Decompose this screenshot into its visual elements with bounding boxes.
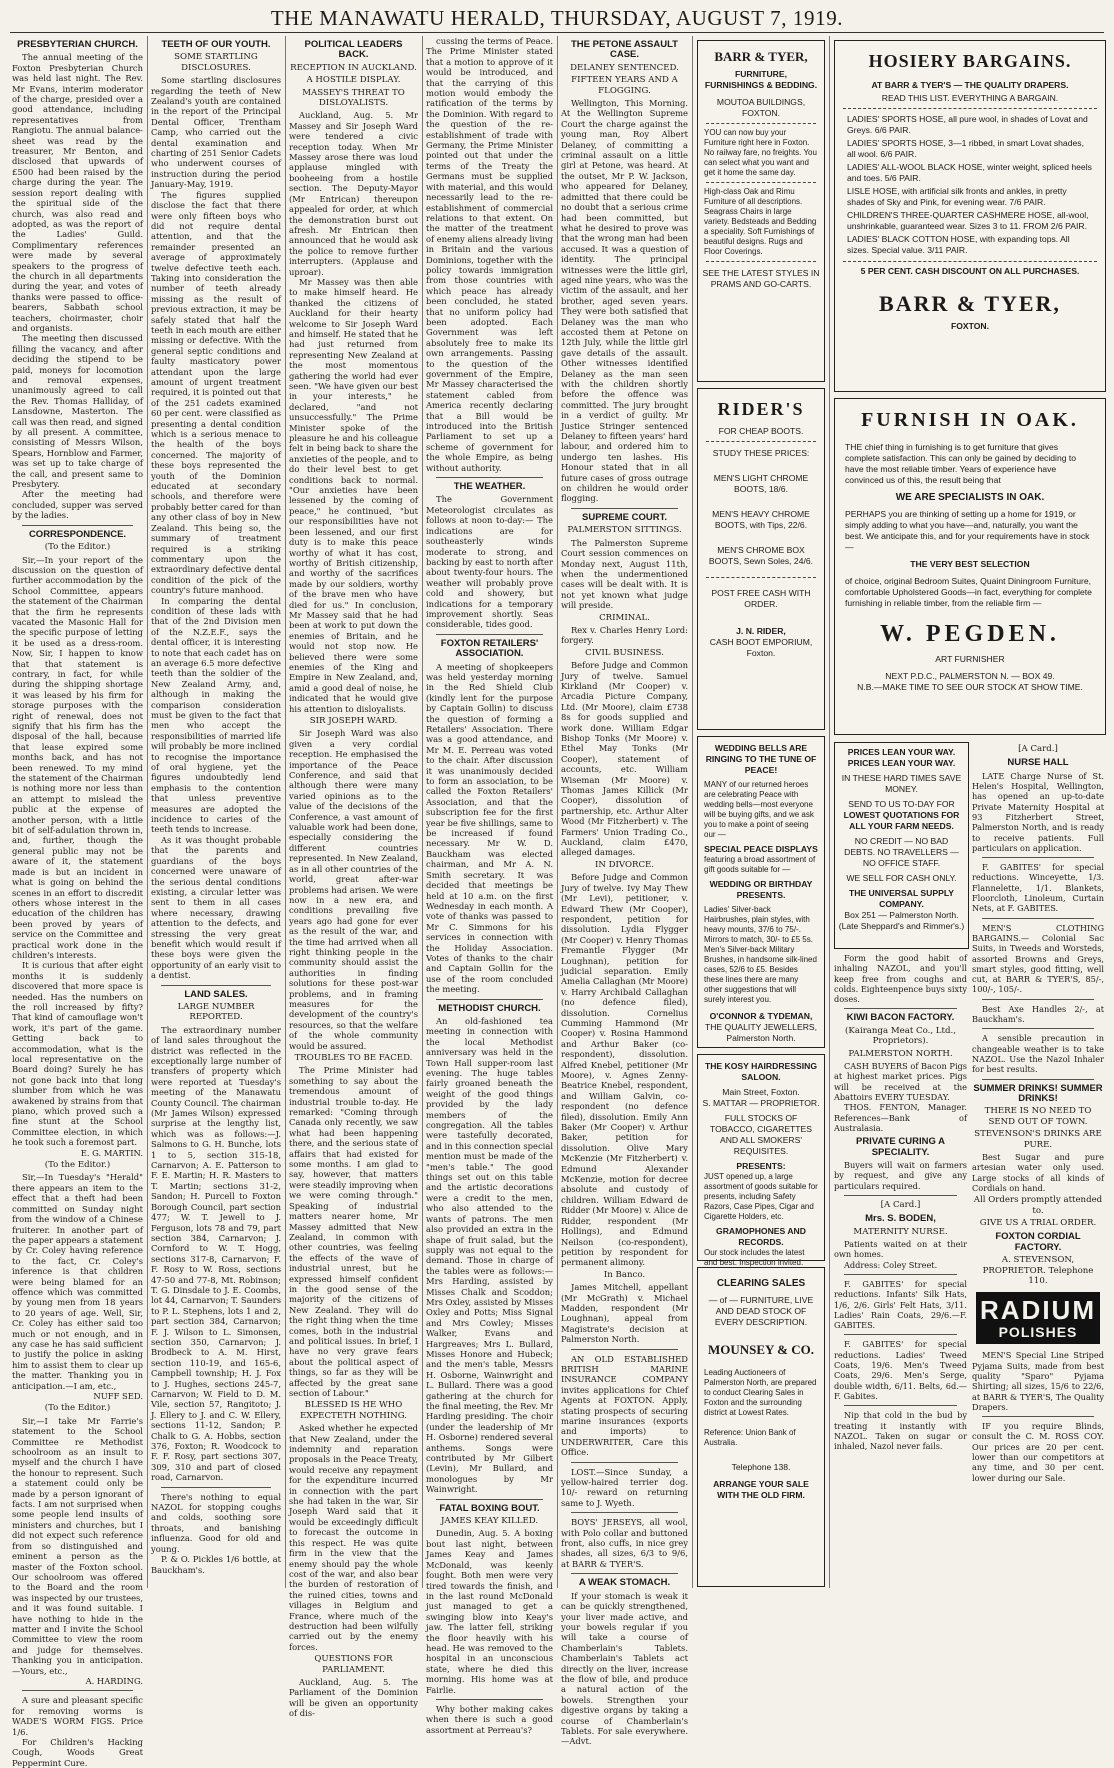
ad-line: STUDY THESE PRICES: [712, 448, 810, 458]
subhead: JAMES KEAY KILLED. [440, 1516, 539, 1527]
ad-title: PRICES LEAN YOUR WAY. PRICES LEAN YOUR WAY. [847, 747, 956, 768]
ad-line: POST FREE CASH WITH ORDER. [711, 588, 811, 609]
clearing-sales-ad [697, 1267, 825, 1587]
ad-line: LOWEST QUOTATIONS FOR ALL YOUR FARM NEEDS. [843, 810, 960, 831]
article-paragraph: The Palmerston Supreme Court session commences on Monday next, August 11th, when the undermentioned cases will be dealt with. It is not yet known what judge will preside. [561, 537, 688, 611]
ad-line: FULL STOCKS OF TOBACCO, CIGARETTES AND ALL SMOKERS' REQUISITES. [709, 1113, 813, 1156]
ad-line: PRIVATE CURING A SPECIALITY. [855, 1136, 946, 1158]
ad-text: Leading Auctioneers of Palmerston North, are prepared to conduct Clearing Sales in Foxton and the surrounding district at Lowest Rates. [704, 1368, 817, 1417]
headline: LAND SALES. [184, 988, 248, 1000]
notice: There's nothing to equal NAZOL for stopping coughs and colds, soothing sore throats, and banishing influenza. Good for old and young. [151, 1491, 281, 1554]
subhead: PALMERSTON SITTINGS. [567, 525, 682, 536]
ad-line: PALMERSTON NORTH. [848, 1048, 953, 1059]
article-paragraph: After the meeting had concluded, supper was served by the ladies. [12, 489, 143, 521]
divider [982, 1416, 1094, 1417]
hosiery-item: LADIES' BLACK COTTON HOSE, with expanding tops. All sizes. Special value. 3/11 PAIR. [847, 234, 1070, 255]
article-paragraph: The meeting then discussed filling the vacancy, and after deciding the stipend to be paid, moneys for locomotion and removal expenses, unanimously agreed to call the Rev. Thomas Halliday, of Lansdowne, Masterton. The call was then read, and signed by all present. A committee, consisting of Messrs Wilson, Spears, Hornblow and Farmer, was set up to take charge of the call, and present same to Presbytery. [12, 333, 143, 490]
ad-line: FOXTON CORDIAL FACTORY. [995, 1231, 1081, 1253]
universal-supply-ad [834, 742, 969, 949]
article-paragraph: Asked whether he expected that New Zealand, under the indemnity and reparation proposals in the Peace Treaty, would receive any repayment for the expenditure incurred in connection with the part she had taken in the war, Sir Joseph Ward said that it would be exceedingly difficult to forecast the outcome in this respect. He was quite firm in the view that the enemy should pay the whole cost of the war, and also bear the burden of restoration of the ruined cities, towns and villages in Belgium and France, where much of the destruction had been wilfully carried out by the enemy forces. [289, 1423, 418, 1652]
ad-text: featuring a broad assortment of gift goods suitable for — [704, 855, 816, 874]
subhead: SIR JOSEPH WARD. [309, 716, 398, 726]
headline: FATAL BOXING BOUT. [439, 1502, 540, 1514]
divider [161, 1487, 271, 1488]
divider [843, 261, 1097, 262]
headline: POLITICAL LEADERS BACK. [304, 39, 403, 61]
column-rule [422, 36, 423, 1588]
divider [706, 577, 816, 578]
ad-text: Reference: Union Bank of Australia. [704, 1428, 796, 1447]
column-7-classifieds [834, 953, 967, 1585]
article-paragraph: Sir Joseph Ward was also given a very cordial reception. He emphasised the importance of the Peace Conference, and said that although there were many varied opinions as to the value of the decisions of the Conference, a vast amount of valuable work had been done, especially considering the different countries represented. In New Zealand, as in all other countries of the world, great after-war problems had arisen. We were now in a new era, and conditions prevailing five years ago had gone for ever as the result of the war, and the time had arrived when all right thinking people in the community should assist the authorities in finding solutions for these post-war problems, and in framing measures for the development of the country's resources, so that the welfare of the whole community would be assured. [289, 728, 418, 1051]
ad-line: 5 PER CENT. CASH DISCOUNT ON ALL PURCHASES. [860, 266, 1080, 276]
ad-line: THE VERY BEST SELECTION [910, 559, 1030, 569]
headline: FOXTON RETAILERS' ASSOCIATION. [440, 637, 539, 660]
notice: Patients waited on at their own homes. [834, 1239, 967, 1260]
ad-line: CASH BOOT EMPORIUM, [709, 637, 813, 647]
notice: Best Axe Handles 2/-, at Bauckham's. [972, 1003, 1104, 1025]
ad-line: THE UNIVERSAL SUPPLY COMPANY. [848, 888, 955, 909]
ad-line: NO CREDIT — NO BAD DEBTS. NO TRAVELLERS — NO OFFICE STAFF. [844, 836, 959, 868]
notice: MEN'S CLOTHING BARGAINS.— Colonial Sac Suits, in Tweeds and Worsteds, assorted Browns and Greys, smart styles, good fitting, well cut, at BARR & TYER'S, 85/-, 100/-, 105/-. [972, 922, 1104, 995]
ad-line: MATERNITY NURSE. [853, 1226, 948, 1237]
letter-paragraph: Sir,—In Tuesday's "Herald" there appears an item to the effect that a theft had been committed on Sunday night from the window of a Chinese fruiterer. In another part of the paper appears a statement by Cr. Coley having reference to the fact, Cr. Coley's inference is that children were being blamed for an offence which was committed by young men from 18 years to 20 years of age. Well, Sir, Cr. Coley has either said too much or not enough, and in any case he has said sufficient to justify the police in asking him to assist them to clear up the matter. Thanking you in anticipation.—I am, etc., [12, 1172, 143, 1391]
ad-line: Telephone 138. [731, 1462, 791, 1472]
article-paragraph: James Mitchell, appellant (Mr McGrath) v. Michael Madden, respondent (Mr Loughnan), appeal from Magistrate's decision at Palmerston North. [561, 1282, 688, 1345]
riders-boots-ad [697, 388, 825, 730]
column-5 [561, 36, 688, 1747]
column-rule [557, 36, 558, 1588]
ad-line: (Kairanga Meat Co., Ltd., Proprietors). [845, 1025, 956, 1047]
ad-text: MANY of our returned heroes are celebrating Peace with wedding bells—most everyone will be buying gifts, and we ask you to make a point of seeing our — [704, 780, 814, 839]
ad-line: ART FURNISHER [935, 654, 1005, 664]
ad-title: WEDDING BELLS ARE RINGING TO THE TUNE OF PEACE! [705, 743, 817, 775]
divider [436, 999, 543, 1000]
notice: LATE Charge Nurse of St. Helen's Hospital, Wellington, has opened an up-to-date Private Maternity Hospital at 93 Fitzherbert Street, Palmerston North, and is ready to receive patients. Full particulars on application. [972, 770, 1104, 853]
article-paragraph: If your stomach is weak it can be quickly strengthened, your liver made active, and your bowels regular if you will take a course of Chamberlain's Tablets. Chamberlain's Tablets act directly on the liver, increase the flow of bile, and produce a natural action of the bowels. Strengthen your digestive organs by taking a course of Chamberlain's Tablets. For sale everywhere.—Advt. [561, 1590, 688, 1747]
article-paragraph: The figures supplied disclose the fact that there were only fifteen boys who did not require dental attention, and that the remainder presented an average of approximately twelve defective teeth each. Taking into consideration the number of teeth already missing as the result of previous extraction, it may be safely stated that half the teeth in each mouth are either missing or defective. With the general septic conditions and faulty masticatory power attendant upon the large amount of urgent treatment required, it is pointed out that of the 251 cadets examined 60 per cent. were classified as presenting a dental condition which is a serious menace to the health of the boys concerned. The majority of these boys represented the youth of the Dominion educated at secondary schools, and therefore were probably better cared for than any other class of boy in New Zealand. This being so, the summary of treatment required is a striking commentary upon the extraordinary defective dental condition of the pick of the country's future manhood. [151, 189, 281, 596]
hosiery-item: CHILDREN'S THREE-QUARTER CASHMERE HOSE, all-wool, unshrinkable, guaranteed wear. Sizes 3 to 11. FROM 2/6 PAIR. [847, 210, 1089, 231]
headline: A WEAK STOMACH. [578, 1577, 671, 1589]
ad-line: ARRANGE YOUR SALE WITH THE OLD FIRM. [713, 1479, 809, 1500]
article-paragraph: In comparing the dental condition of these lads with that of the 2nd Division men of the N.Z.E.F., says the dental officer, it is interesting to note that each cadet has on an average 6.5 more defective teeth than the soldier of the New Zealand Army, and, although in making the comparison consideration must be given to the fact that men who accept the responsibilities of married life will probably be more inclined to recognise the importance of oral hygiene, yet the figures undoubtedly lend emphasis to the contention that unless preventive measures are adopted the incidence to caries of the teeth tends to increase. [151, 595, 281, 835]
article-paragraph: Dunedin, Aug. 5. A boxing bout last night, between James Keay and James McDonald, was keenly fought. Both men were very tired towards the finish, and in the last round McDonald just managed to get a swinging blow into Keay's jaw. The latter fell, striking the floor heavily with his head. He was removed to the hospital in an unconscious state, where he died this morning. His home was at Fairlie. [426, 1528, 553, 1695]
ad-line: Foxton. [746, 648, 776, 658]
logo-text: POLISHES [998, 1324, 1078, 1341]
ad-title: KIWI BACON FACTORY. [846, 1012, 955, 1024]
divider [982, 1079, 1094, 1080]
hosiery-item: LADIES' SPORTS HOSE, all pure wool, in shades of Lovat and Greys. 6/6 PAIR. [847, 114, 1088, 135]
ad-line: Box 251 — Palmerston North. [844, 910, 959, 920]
signature: A. HARDING. [85, 1675, 143, 1686]
ad-line: IN THESE HARD TIMES SAVE MONEY. [841, 773, 962, 794]
ad-title: Mrs. S. BODEN, [865, 1213, 936, 1225]
ad-title: RIDER'S [717, 399, 805, 419]
subhead: (To the Editor.) [44, 542, 111, 553]
divider [844, 1008, 957, 1009]
ad-text: YOU can now buy your Furniture right here in Foxton. No railway fare, no freights. You can select what you want and get it home the same day. [704, 128, 817, 177]
ad-line: THERE IS NO NEED TO SEND OUT OF TOWN. [984, 1106, 1092, 1127]
ad-line: GRAMOPHONES AND RECORDS. [716, 1226, 806, 1247]
divider [706, 182, 816, 183]
notice: BOYS' JERSEYS, all wool, with Polo collar and buttoned front, also cuffs, in nice grey shades, all sizes, 6/3 to 9/6, at BARR & TYER'S. [561, 1517, 688, 1569]
ad-line: Main Street, Foxton. [722, 1087, 800, 1097]
subhead: MASSEY'S THREAT TO DISLOYALISTS. [302, 87, 405, 109]
ad-line: NEXT P.D.C., PALMERSTON N. — BOX 49. [885, 671, 1055, 681]
radium-polishes-logo [976, 1292, 1100, 1344]
notice: LOST.—Since Sunday, a yellow-haired terrier dog. 10/- reward on returning same to J. Wyeth. [561, 1466, 688, 1508]
column-1 [12, 36, 143, 1768]
ad-title: HOSIERY BARGAINS. [868, 51, 1072, 71]
notice: Address: Coley Street. [844, 1259, 938, 1270]
notice: A sure and pleasant specific for removing worms is WADE'S WORM FIGS. Price 1/6. [12, 1695, 143, 1737]
divider [436, 634, 543, 635]
divider [571, 508, 678, 509]
letter-paragraph: Sir,—In your report of the discussion on the question of further accommodation by the School Committee, appears the statement of the Chairman that the firm he represents vacated the Masonic Hall for the specific purpose of letting it be used as a dress-room. Now, Sir, I happen to know that that statement is contrary, in fact, for while during the shipping shortage it was leased by his firm for storage purposes with the right of renewal, does not signify that his firm has the disposal of the hall, because that lease expired some months back, and has not been renewed. To my mind the statement of the Chairman is nothing more nor less than an attempt to mislead the public at the expense of another person, with a little bit of self-adulation thrown in, and, further, though the general public may not be aware of it, the statement made is but an incident in what is going on behind the scenes in an effort to discredit others whose interest in the education of the children has been proved by years of service on the Committee and practical work done in the children's interests. [12, 554, 143, 960]
subhead: TROUBLES TO BE FACED. [294, 1053, 413, 1063]
article-paragraph: Rex v. Charles Henry Lord: forgery. [561, 624, 688, 646]
ad-line: READ THIS LIST. EVERYTHING A BARGAIN. [881, 93, 1059, 103]
ad-line: FOXTON. [741, 108, 781, 118]
notice: For Children's Hacking Cough, Woods Great Peppermint Cure. [12, 1737, 143, 1768]
letter-paragraph: Sir,—I take Mr Farrie's statement to the School Committee re Methodist schoolroom as an insult to myself and the church I have the honour to represent. Such a statement could only be made by a person ignorant of facts. I am not surprised when some people lend insults of ministers and churches, but I did not expect such reference from so distinguished and eminent a person as the master of the Foxton school. Our schoolroom was offered to the Board and the room was inspected by our trustees, and it was found suitable. I have nothing to hide in the matter and I invite the School Committee to view the room and judge for themselves. Thanking you in anticipation.—Yours, etc., [12, 1415, 143, 1676]
headline: SUPREME COURT. [582, 511, 667, 523]
subhead: DELANEY SENTENCED. [570, 62, 679, 73]
ad-text: of choice, original Bedroom Suites, Quaint Diningroom Furniture, comfortable Upholstered Goods—in fact, everything for complete furnishing in reliable timber, from the reliable firm — [845, 576, 1092, 608]
ad-title: THE KOSY HAIRDRESSING SALOON. [704, 1061, 818, 1082]
ad-line: MOUTOA BUILDINGS, [716, 97, 806, 107]
hosiery-item: LISLE HOSE, with artificial silk fronts and ankles, in pretty shades of Sky and Pink, for evening wear. 7/6 PAIR. [847, 186, 1067, 207]
subhead: CRIMINAL. [599, 612, 650, 623]
notice: Best Sugar and pure artesian water only used. Large stocks of all kinds of Cordials on hand. [972, 1151, 1104, 1193]
card-label: [A Card.] [1018, 744, 1058, 754]
ad-line: All Orders promptly attended to. [973, 1195, 1103, 1216]
article-paragraph: The Prime Minister had something to say about the tremendous amount of industrial trouble to-day. He remarked: "Coming through Canada only recently, we saw what had been happening there, and the serious state of affairs that had existed for some months. I am glad to say, however, that matters were steadily improving when we were coming through." Speaking of industrial matters nearer home, Mr Massey admitted that New Zealand, in common with other countries, was feeling the effects of the wave of industrial unrest, but he expressed himself confident in the good sense of the majority of the citizens of New Zealand. They will do the right thing when the time comes, both in the industrial and political issues. In brief, I have no very grave fears about the political aspect of things, so far as they will be affected by the great sane section of Labour." [289, 1065, 418, 1398]
article-paragraph: cussing the terms of Peace. The Prime Minister stated that a motion to approve of it would be introduced, and that the carrying of this motion would embody the ratification of the terms by the Dominion. With regard to the question of the re-establishment of trade with Germany, the Prime Minister pointed out that under the terms of the Treaty the Germans must be supplied with material, and this would necessarily lead to the re-establishment of commercial relations to that extent. On the matter of the treatment of enemy aliens already living in Britain and the various Dominions, together with the policy towards immigration from those countries with which peace has already been concluded, he stated that no uniform policy had been adopted. Each Government was left absolutely free to make its own arrangements. Passing to the question of the government of the Empire, Mr Massey characterised the statement cabled from America recently declaring that a Bill would be introduced into the British Parliament to set up a scheme of government for the whole Empire, as being without authority. [426, 36, 554, 473]
notice: F. GABITES' for special reductions. Ladies' Tweed Coats, 19/6. Men's Tweed Coats, 29/6. Men's Serge, double width, 6/11. Belts, 6d.—F. Gabites. [834, 1339, 967, 1401]
subhead: (To the Editor.) [44, 1160, 111, 1171]
ad-line: FOR CHEAP BOOTS. [718, 426, 804, 436]
divider [22, 1690, 133, 1691]
ad-line: A. STEVENSON, PROPRIETOR. Telephone 110. [982, 1255, 1094, 1286]
divider [844, 1274, 957, 1275]
ad-line: SEND TO US TO-DAY FOR [848, 799, 955, 809]
notice: Buyers will wait on farmers by request, and give any particulars required. [834, 1160, 967, 1191]
kosy-hairdressing-ad [697, 1054, 825, 1267]
notice: F. GABITES' for special reductions. Winceyette, 1/3. Flannelette, 1/1. Blankets, Floorcloth, Linoleum, Curtain Nets, at F. GABITES. [972, 862, 1104, 914]
notice: F. GABITES' for special reductions. Infants' Silk Hats, 1/6, 2/6. Girls' Felt Hats, 3/11. Ladies' Rain Coats, 29/6.—F. GABITES. [834, 1279, 967, 1331]
ad-line: THE QUALITY JEWELLERS, [704, 1022, 818, 1032]
letter-paragraph: It is curious that after eight months it is suddenly discovered that more space is needed. Has the numbers on the roll increased by fifty? That kind of camouflage won't work, it's part of the game. Getting back to accommodation, what is the local representative on the Board doing? Surely he has not gone back into that long slumber from which he was awakened by strains from that piano, which proved such a fine stunt at the School Committee election, in which he took such a foremost part. [12, 960, 143, 1148]
subhead: CIVIL BUSINESS. [585, 647, 664, 658]
article-paragraph: Before Judge and Common Jury of twelve. Ivy May Thew (Mr Levi), petitioner, v. Edward Thew (Mr Cooper), respondent, petition for dissolution. Lydia Flygger (Mr Cooper) v. Henry Thomas Fremantle Flygger (Mr Loughnan), petition for judicial separation. Emily Amelia Callaghan (Mr Moore) v. Harry Archibald Callaghan (no defence filed), dissolution. Cornelius Cumming Hammond (Mr Cooper) v. Rosina Hammond and Arthur Baker (co-respondent), dissolution. Alfred Knebel, petitioner (Mr Moore), v. Agnes Zenny-Beatrice Knebel, respondent, and William Galvin, co-respondent (no defence filed), dissolution. Emily Ann Baker (Mr Cooper) v. Arthur Baker, petition for dissolution. Olive Mary McKenzie (Mr Fitzherbert) v. Edmund Alexander McKenzie, motion for decree absolute and custody of children. William Edward de Ridder (Mr Moore) v. Alice de Ridder, respondent (Mr Hollings), and Edmund Neilson (co-respondent), petition by respondent for permanent alimony. [561, 872, 688, 1268]
article-paragraph: Auckland, Aug. 5. Mr Massey and Sir Joseph Ward were tendered a civic reception today. When Mr Massey arose there was loud applause mingled with booheeing from a hostile section. The Deputy-Mayor (Mr Entrican) thereupon appealed for order, at which the demonstration burst out afresh. Mr Entrican then announced that he would ask the police to remove further interrupters. (Applause and uproar). [289, 110, 418, 277]
signature: NUFF SED. [93, 1391, 143, 1401]
subhead: (To the Editor.) [44, 1403, 111, 1414]
article-paragraph: A meeting of shopkeepers was held yesterday morning in the Red Shield Club (kindly lent for the purpose by Captain Gollin) to discuss the question of forming a Retailers' Association. There was a good attendance, and Mr M. E. Perreau was voted to the chair. After discussion it was unanimously decided to form an association, to be called the Foxton Retailers' Association, and that the subscription fee for the first year be five shillings, same to be increased if found necessary. Mr W. D. Bauckham was elected chairman, and Mr A. N. Smith secretary. It was decided that meetings be held at 10 a.m. on the first Wednesday in each month. A vote of thanks was passed to Mr C. Simmons for his services in connection with the Holiday Association. Votes of thanks to the chair and Captain Gollin for the use of the room concluded the meeting. [426, 661, 553, 995]
ad-title: SUMMER DRINKS! SUMMER DRINKS! [973, 1082, 1103, 1104]
column-rule [285, 36, 286, 1588]
column-rule [692, 36, 693, 1588]
ad-line: FURNITURE, [734, 69, 788, 79]
divider [982, 999, 1094, 1000]
subhead: In Banco. [603, 1269, 646, 1280]
notice: MEN'S Special Line Striped Pyjama Suits, made from best quality "Sparo" Pyjama Shirting; all sizes, 15/6 to 22/6, at BARR & TYER'S, The Quality Drapers. [972, 1350, 1104, 1412]
ad-title: BARR & TYER, [714, 49, 808, 64]
article-paragraph: Some startling disclosures regarding the teeth of New Zealand's youth are contained in the report of the Principal Dental Officer, Trentham Camp, who carried out the dental examination and charting of 251 Senior Cadets who underwent courses of instruction during the period January-May, 1919. [151, 75, 281, 190]
subhead: RECEPTION IN AUCKLAND. [290, 62, 417, 73]
hosiery-item: LADIES' ALL-WOOL BLACK HOSE, winter weight, spliced heels and toes. 5/6 PAIR. [847, 162, 1092, 183]
ad-line: J. N. RIDER, [736, 626, 786, 636]
ad-line: GIVE US A TRIAL ORDER. [979, 1217, 1097, 1228]
subhead: A HOSTILE DISPLAY. [306, 75, 401, 86]
ad-line: (Late Sheppard's and Rimmer's.) [838, 921, 965, 931]
barr-tyer-furniture-ad [697, 40, 825, 382]
ad-line: N.B.—MAKE TIME TO SEE OUR STOCK AT SHOW TIME. [857, 682, 1083, 692]
subhead: QUESTIONS FOR PARLIAMENT. [314, 1654, 393, 1675]
divider [844, 1405, 957, 1406]
subhead: SOME STARTLING DISCLOSURES. [174, 52, 258, 73]
notice: Form the good habit of inhaling NAZOL, and you'll keep free from coughs and colds. Eighteenpence buys sixty doses. [834, 953, 967, 1005]
ad-line: STEVENSON'S DRINKS ARE PURE. [974, 1129, 1102, 1150]
ad-name: W. PEGDEN. [880, 621, 1060, 647]
column-rule [147, 36, 148, 1588]
column-rule [829, 36, 830, 1588]
divider [161, 985, 271, 986]
article-paragraph: Before Judge and Common Jury of twelve. Samuel Kirkland (Mr Cooper) v. Arcadia Picture Company, Ltd. (Mr Moore), claim £738 8s for goods supplied and work done. William Edgar Bishop Tonks (Mr Moore) v. Ethel May Tonks (Mr Cooper), statement of accounts, etc. William Wiseman (Mr Moore) v. Thomas James Killick (Mr Cooper), dissolution of partnership, etc. Arthur Alter Wood (Mr Fitzherbert) v. The Farmers' Union Trading Co., Auckland, claim £470, alleged damages. [561, 660, 688, 858]
ad-text: PERHAPS you are thinking of setting up a home for 1919, or simply adding to what you have—and, naturally, you want the best. We anticipate this, and for your requirements have in stock — [845, 509, 1090, 552]
column-8-classifieds [972, 742, 1104, 1585]
ad-text: THE chief thing in furnishing is to get furniture that gives complete satisfaction. This can only be gained by deciding to have the most reliable timber. Years of experience have convinced us of this, the result being that [845, 442, 1077, 485]
ad-line: FOXTON. [950, 321, 990, 331]
hosiery-item: LADIES' SPORTS HOSE, 3—1 ribbed, in smart Lovat shades, all wool. 6/6 PAIR. [847, 138, 1084, 159]
ad-line: Palmerston North. [726, 1033, 796, 1043]
ad-line: SEE THE LATEST STYLES IN PRAMS AND GO-CARTS. [702, 268, 820, 289]
divider [843, 108, 1097, 109]
ad-line: O'CONNOR & TYDEMAN, [709, 1011, 813, 1021]
ad-title: FURNISH IN OAK. [861, 409, 1079, 431]
notice: CASH BUYERS of Bacon Pigs at highest market prices. Pigs will be received at the Abattoirs EVERY TUESDAY. [834, 1061, 967, 1102]
column-3 [289, 36, 418, 1719]
headline: METHODIST CHURCH. [438, 1002, 541, 1014]
divider [571, 1462, 678, 1463]
headline: TEETH OF OUR YOUTH. [161, 39, 271, 50]
headline: PRESBYTERIAN CHURCH. [17, 39, 138, 50]
ad-line: WE SELL FOR CASH ONLY. [846, 873, 957, 883]
divider [982, 857, 1094, 858]
ad-title: NURSE HALL [1007, 757, 1069, 769]
headline: CORRESPONDENCE. [28, 528, 127, 540]
ad-text: Ladies' Silver-back Hairbrushes, plain styles, with heavy mounts, 37/6 to 75/-. Mirrors to match, 30/- to £5 5s. Men's Silver-back Military Brushes, in handsome silk-lined cases, 52/6 to £5. Besides these lines there are many other suggestions that will surely interest you. [704, 905, 817, 1004]
ad-title: CLEARING SALES [716, 1278, 806, 1289]
notice: A sensible precaution in changeable weather is to take NAZOL. Use the Nazol Inhaler for best results. [972, 1033, 1104, 1075]
ad-name: MOUNSEY & CO. [707, 1342, 815, 1357]
subhead: LARGE NUMBER REPORTED. [177, 1001, 255, 1023]
divider [844, 1334, 957, 1335]
article-paragraph: The extraordinary number of land sales throughout the district was reflected in the exceptionally large number of transfers of property which were reported at Tuesday's meeting of the Manawatu County Council. The chairman (Mr James Wilson) expressed surprise at the lengthy list, which was as follows:—J. Salmons to G. H. Bunche, lots 1 to 5, section 315-18, Carnarvon; A. E. Patterson to F. E. Martin; H. R. Masters to T. Martin; sections 31-2, Sandon; H. Purcell to Foxton Borough Council, part section 477; W. T. Jewell to J. Ferguson, lots 78 and 79, part section 384, Carnarvon; J. Cornford to W. T. Hogg, sections 317-8, Carnarvon; F. F. Rosy to W. Ross, sections 47-50 and 77-8, Mt. Robinson; T. G. Dinsdale to J. E. Coombs, lot 44, Carnarvon; T. Saunders to P. L. Stephens, lots 1 and 2, part section 384, Carnarvon; F. J. Wilson to L. Simonsen, section 350, Carnarvon; J. Brodbeck to A. M. Hirst, section 110-19, and 165-6, Campbell township; H. J. Fox to J. Hughes, sections 245-7, Carnarvon; W. Field to D. M. Vile, section 57, Rangitoto; J. J. Ellery to J. and C. W. Ellery, sections 11-12, Sandon; P. Chalk to G. A. Hobbs, section 376, Foxton; R. Woodcock to F. F. Rosy, part sections 307, 309, 310 and part of closed road, Carnarvon. [151, 1024, 281, 1483]
ad-line: PRESENTS: [736, 1161, 786, 1171]
divider [844, 1195, 957, 1196]
hosiery-list [835, 113, 1105, 257]
subhead: BLESSED IS HE WHO EXPECTETH NOTHING. [300, 1400, 407, 1421]
ad-line: WEDDING OR BIRTHDAY PRESENTS. [709, 879, 813, 900]
ad-line: S. MATTAR — PROPRIETOR. [702, 1098, 820, 1108]
article-paragraph: Wellington, This Morning. At the Wellington Supreme Court the charge against the young man, Roy Albert Delaney, of committing a criminal assault on a little girl at Petone, was heard. At the outset, Mr P. W. Jackson, who appeared for Delaney, admitted that there could be no doubt that a serious crime had been committed, but what he desired to prove was that the wrong man had been accused. It was a question of identity. The principal witnesses were the little girl, aged nine years, who was the victim of the assault, and her brother, aged seven years. They were both satisfied that Delaney was the man who accosted them at Petone on 12th July, while the little girl gave details of the assault. Other witnesses identified Delaney as the man seen with the children shortly before the offence was committed. The jury brought in a verdict of guilty. Mr Justice Stringer sentenced Delaney to fifteen years' hard labour, and ordered him to undergo ten lashes. His Honour stated that in all future cases of gross outrage on children he would order flogging. [561, 98, 688, 504]
column-4 [426, 36, 554, 1735]
divider [706, 123, 816, 124]
signature: E. G. MARTIN. [80, 1147, 143, 1158]
notice: THOS. FENTON, Manager. References—Bank of Australasia. [834, 1102, 967, 1133]
notice: IF you require Blinds, consult the C. M. ROSS COY. Our prices are 20 per cent. lower than our competitors at any time, and 30 per cent. lower during our Sale. [972, 1421, 1104, 1483]
divider [436, 1499, 543, 1500]
article-paragraph: As it was thought probable that the parents and guardians of the boys concerned were unaware of the serious dental conditions existing, a circular letter was sent to them in all cases where necessary, drawing attention to the defects, and stressing the very great benefit which would result if these boys were given the opportunity of an early visit to a dentist. [151, 834, 281, 981]
notice: P. & O. Pickles 1/6 bottle, at Bauckham's. [151, 1554, 281, 1575]
furnish-in-oak-ad [834, 398, 1106, 735]
ad-text: High-class Oak and Rimu Furniture of all descriptions. Seagrass Chairs in large variety. Bedsteads and Bedding a speciality. Soft Furnishings of beautiful designs. Rugs and Floor Coverings. [704, 187, 817, 256]
card-label: [A Card.] [880, 1199, 921, 1210]
article-paragraph: The Government Meteorologist circulates as follows at noon to-day:— The indications are for southeasterly winds moderate to strong, and backing by east to north after about twenty-four hours. The weather will probably prove cold and showery, but indications for a temporary improvement shortly. Seas considerable, tides good. [426, 494, 553, 630]
article-paragraph: An old-fashioned tea meeting in connection with the local Methodist anniversary was held in the Town Hall supper-room last evening. The huge tables fairly groaned beneath the weight of the good things provided by the lady members of the congregation. All the tables were tastefully decorated, and in this connection special mention must be made of the "men's table." The good things set out on this table and the artistic decorations were a credit to the men, who also attended to the wants of patrons. The men also provided an extra in the shape of fruit salad, but the supply was not equal to the demand. Those in charge of the tables were as follows:—Mrs Harding, assisted by Misses Chalk and Scoddon; Mrs Oxley, assisted by Misses Oxley and Potts; Miss Signal and Mrs Cowley; Misses Walker, Evans and Hargreaves; Mrs L. Bullard, Misses Honore and Hubeck; and the men's table, Messrs H. Osborne, Wainwright and L. Bullard. There was a good gathering at the church for the final meeting, the Rev. Mr Harding presiding. The choir (under the leadership of Mr H. Osborne) rendered several anthems. Songs were contributed by Mr Gilbert (Levin), Mr Bullard, and monologues by Mr Wainwright. [426, 1015, 553, 1495]
subhead: FIFTEEN YEARS AND A FLOGGING. [571, 75, 678, 96]
ad-line: AT BARR & TYER'S — THE QUALITY DRAPERS. [871, 80, 1069, 90]
divider [22, 525, 133, 526]
column-2 [151, 36, 281, 1588]
article-paragraph: Mr Massey was then able to make himself heard. He thanked the citizens of Auckland for their hearty welcome to Sir Joseph Ward and himself. He stated that he had just returned from representing New Zealand at the most momentous gathering the world had ever seen. "We have given our best in your interests," he declared, "and not unsuccessfully." The Prime Minister spoke of the pleasure he and his colleague felt in being back to share the anxieties of the people, and to do their level best to get conditions back to normal. "Our anxieties have been lessened by the coming of peace," he continued, "but our responsibilities have not been lessened, and our first duty is to make this peace worthy of what it has cost, worthy of British citizenship, and worthy of the sacrifices made by our soldiers, worthy of the brave men who have died for us." In conclusion, Mr Massey said that he had been at work to put down the enemies of Britain, and he would not stop now. He believed there were some enemies of the King and Empire in New Zealand, and, amid a good deal of noise, he indicated that he would give his attention to disloyalists. [289, 276, 418, 714]
wedding-bells-ad [697, 736, 825, 1048]
divider [706, 261, 816, 262]
notice: AN OLD ESTABLISHED BRITISH MARINE INSURANCE COMPANY invites applications for Chief Agents at FOXTON. Apply, stating prospects of securing marine insurances (exports and imports) to UNDERWRITER, Care this Office. [561, 1353, 688, 1458]
masthead: THE MANAWATU HERALD, THURSDAY, AUGUST 7, 1919. [10, 6, 1104, 33]
divider [571, 1349, 678, 1350]
divider [571, 1512, 678, 1513]
article-paragraph: The annual meeting of the Foxton Presbyterian Church was held last night. The Rev. Mr Evans, interim moderator of the charge, presided over a good attendance, including representatives from Rangiotu. The annual balance-sheet was read by the treasurer, Mr Benton, and disclosed that upwards of £500 had been raised by the charge during the year. The session report dealing with the spiritual side of the church, was also read and adopted, as was the report of the Ladies' Guild. Complimentary references were made by several speakers to the progress of the church in all departments during the year, and votes of thanks were passed to office-bearers, Sabbath school teachers, choirmaster, choir and organists. [12, 52, 143, 333]
ad-name: BARR & TYER, [879, 291, 1061, 316]
divider [706, 441, 816, 442]
ad-line: WE ARE SPECIALISTS IN OAK. [895, 492, 1045, 503]
ad-line: SPECIAL PEACE DISPLAYS [704, 844, 818, 854]
divider [571, 1573, 678, 1574]
headline: THE WEATHER. [453, 481, 526, 493]
logo-text: RADIUM [980, 1295, 1096, 1326]
ad-line: FURNISHINGS & BEDDING. [704, 80, 818, 90]
ad-text: Our stock includes the latest and best. Inspection invited. [704, 1248, 805, 1267]
article-paragraph: Auckland, Aug. 5. The Parliament of the Dominion will be given an opportunity of dis- [289, 1676, 418, 1719]
divider [436, 477, 543, 478]
divider [436, 1699, 543, 1700]
notice: Why bother making cakes when there is such a good assortment at Perreau's? [426, 1703, 553, 1735]
divider [982, 918, 1094, 919]
divider [982, 1028, 1094, 1029]
headline: THE PETONE ASSAULT CASE. [571, 39, 678, 61]
notice: Nip that cold in the bud by treating it instantly with NAZOL. Taken on sugar or inhaled, Nazol never fails. [834, 1410, 967, 1452]
ad-line: MEN'S LIGHT CHROME BOOTS, 18/6. [713, 473, 809, 494]
ad-line: — of — FURNITURE, LIVE AND DEAD STOCK OF EVERY DESCRIPTION. [708, 1295, 814, 1327]
ad-line: MEN'S HEAVY CHROME BOOTS, with Tips, 22/6. [712, 509, 810, 530]
subhead: IN DIVORCE. [594, 859, 655, 870]
hosiery-bargains-ad [834, 40, 1106, 392]
ad-text: JUST opened up, a large assortment of goods suitable for presents, including Safety Razors, Case Pipes, Cigar and Cigarette Holders, etc. [704, 1172, 818, 1221]
ad-line: MEN'S CHROME BOX BOOTS, Sewn Soles, 24/6. [708, 545, 814, 566]
